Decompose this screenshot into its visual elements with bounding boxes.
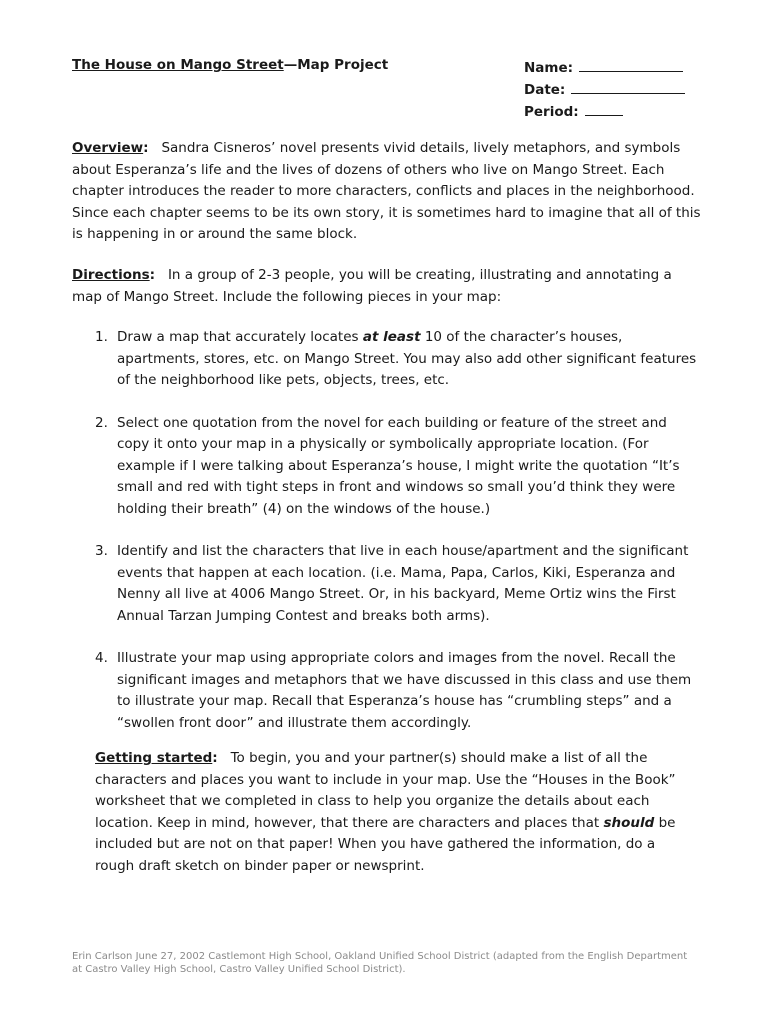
step-number: 2. [95, 414, 108, 431]
steps-list [72, 327, 702, 755]
getting-started-emphasis: should [603, 814, 655, 831]
list-item [72, 327, 702, 392]
period-field [524, 101, 685, 123]
step-text: Illustrate your map using appropriate colors and images from the novel. Recall the significant images and metaphors that we have discussed in this class and use them to illustrate your map. Recall that Esperanza’s house has “crumbling steps” and a “swollen front door” and illustrate them accordingly. [117, 650, 692, 731]
directions-text: In a group of 2-3 people, you will be creating, illustrating and annotating a map of Mango Street. Include the following pieces in your map: [72, 267, 672, 305]
getting-started-section [95, 748, 695, 877]
step-text-continued: 10 of the character’s houses, apartments, stores, etc. on Mango Street. You may also add other significant features of the neighborhood like pets, objects, trees, etc. [117, 329, 697, 388]
step-number: 1. [95, 329, 108, 345]
name-label: Name: [524, 60, 574, 76]
date-field [524, 79, 685, 101]
step-emphasis: at least [362, 329, 421, 345]
getting-started-colon: : [212, 750, 218, 766]
getting-started-label: Getting started [95, 750, 213, 766]
document-title [72, 57, 388, 73]
step-text: Select one quotation from the novel for each building or feature of the street and copy it onto your map in a physically or symbolically appropriate location. (For example if I were talking about Esperanza’s house, I might write the quotation “It’s small and red with tight steps in front and windows so small you’d think they were holding their breath” (4) on the windows of the house.) [117, 414, 680, 517]
list-item [72, 541, 702, 627]
directions-colon: : [149, 267, 156, 283]
overview-text: Sandra Cisneros’ novel presents vivid details, lively metaphors, and symbols about Esperanza’s life and the lives of dozens of others who live on Mango Street. Each chapter introduces the reader to more characters, conflicts and places in the neighborhood. Since each chapter seems to be its own story, it is sometimes hard to imagine that all of this is happening in or around the same block. [72, 140, 701, 242]
period-label: Period: [524, 104, 579, 120]
overview-colon: : [143, 140, 149, 156]
date-blank-line [571, 79, 685, 94]
step-number: 3. [95, 543, 108, 559]
getting-started-text-continued: be included but are not on that paper! When you have gathered the information, do a rough draft sketch on binder paper or newsprint. [95, 814, 676, 874]
getting-started-text: To begin, you and your partner(s) should make a list of all the characters and places you want to include in your map. Use the “Houses in the Book” worksheet that we completed in class to help you organize the details about each location. Keep in mind, however, that there are characters and places that [95, 750, 676, 831]
footer-credit: Erin Carlson June 27, 2002 Castlemont High School, Oakland Unified School District (adapted from the English Department at Castro Valley High School, Castro Valley Unified School District). [72, 951, 688, 975]
student-info-fields [524, 57, 685, 123]
name-field [524, 57, 685, 79]
directions-section [72, 265, 702, 308]
step-text: Draw a map that accurately locates [117, 329, 363, 345]
list-item [72, 648, 702, 734]
period-blank-line [585, 101, 623, 116]
date-label: Date: [524, 82, 566, 98]
name-blank-line [579, 57, 683, 72]
step-number: 4. [95, 650, 108, 666]
directions-label: Directions [72, 267, 150, 283]
title-book-name: The House on Mango Street [72, 57, 284, 73]
overview-section [72, 138, 702, 246]
title-suffix: —Map Project [283, 57, 389, 73]
list-item [72, 413, 702, 521]
overview-label: Overview [72, 140, 144, 156]
step-text: Identify and list the characters that live in each house/apartment and the significant events that happen at each location. (i.e. Mama, Papa, Carlos, Kiki, Esperanza and Nenny all live at 4006 Mango Street. Or, in his backyard, Meme Ortiz wins the First Annual Tarzan Jumping Contest and breaks both arms). [117, 543, 689, 624]
